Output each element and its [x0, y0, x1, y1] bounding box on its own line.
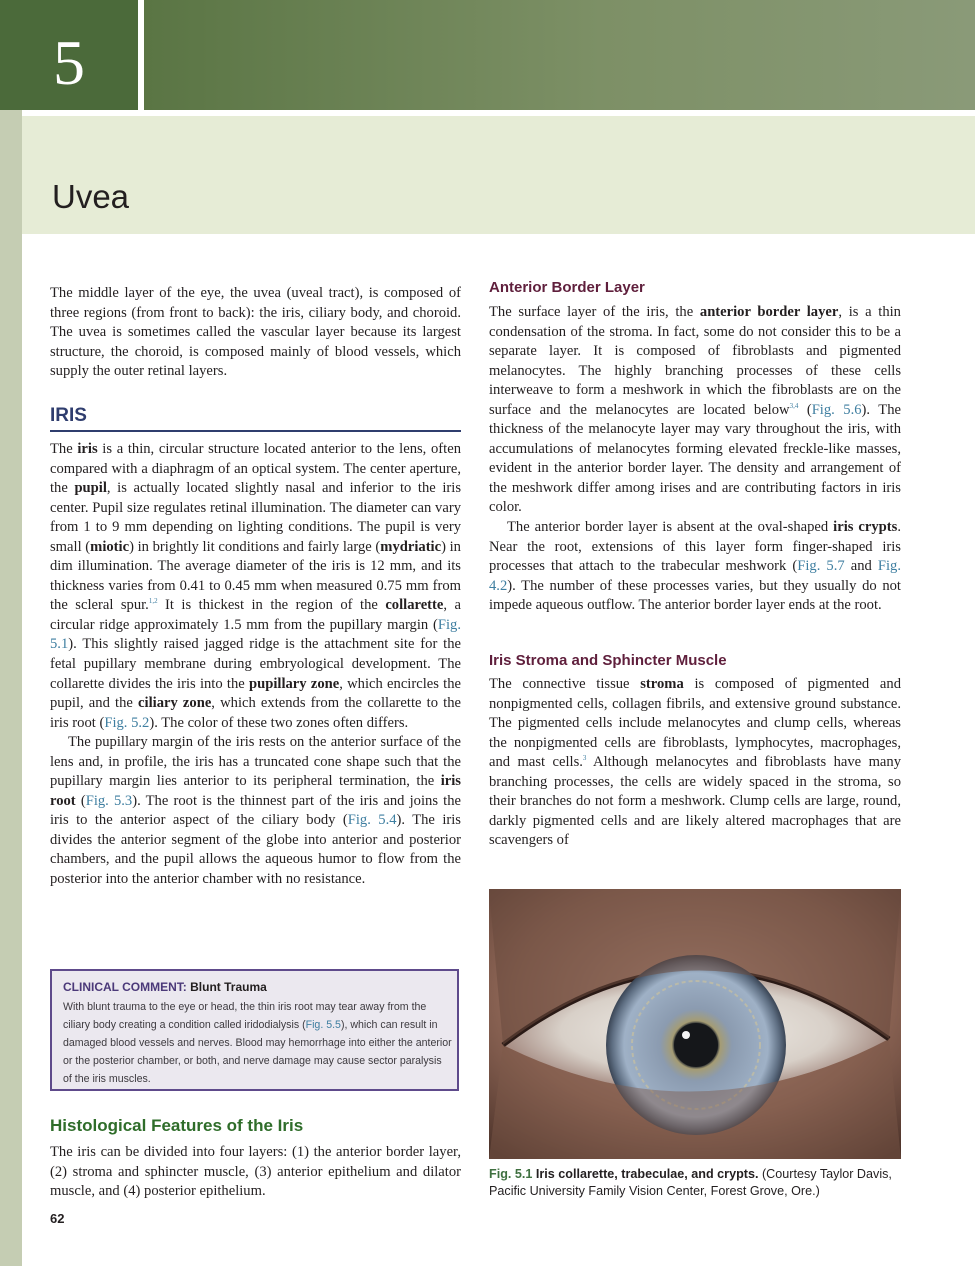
figure-credit: (Courtesy Taylor Davis, Pacific University Family Vision Center, Forest Grove, Ore.)	[489, 1167, 892, 1198]
iris-heading-rule	[50, 430, 461, 432]
anterior-border-paragraph-2: The anterior border layer is absent at the oval-shaped iris crypts. Near the root, extensions of this layer form finger-shaped iris processes that attach to the trabecular meshwork (Fig. 5.7 and Fig. 4.2). The number of these processes varies, but they usually do not impede aqueous outflow. The anterior border layer ends at the root.	[489, 519, 901, 614]
figure-ref-link[interactable]: Fig. 5.5	[305, 1019, 341, 1031]
figure-ref-link[interactable]: Fig. 5.1	[50, 616, 461, 653]
clinical-comment-heading: CLINICAL COMMENT: Blunt Trauma	[63, 980, 267, 994]
citation-superscript[interactable]: 1,2	[148, 597, 158, 606]
clinical-comment-box	[50, 969, 459, 1091]
figure-ref-link[interactable]: Fig. 5.7	[797, 558, 845, 575]
stroma-heading: Iris Stroma and Sphincter Muscle	[489, 652, 727, 669]
right-column	[489, 303, 901, 616]
stroma-text	[489, 675, 901, 851]
figure-ref-link[interactable]: Fig. 5.4	[347, 812, 397, 829]
figure-ref-link[interactable]: Fig. 4.2	[489, 558, 901, 594]
iris-text	[50, 440, 461, 890]
citation-superscript[interactable]: 3	[582, 754, 587, 763]
clinical-comment-text: With blunt trauma to the eye or head, the thin iris root may tear away from the ciliary body creating a condition called iridodialysis (Fig. 5.5), which can result in damaged blood vessels and nerves. Blood may hemorrhage into either the anterior or the posterior chamber, or both, and nerve damage may cause sector paralysis of the iris muscles.	[63, 1001, 452, 1085]
figure-caption	[489, 1166, 909, 1200]
figure-label: Fig. 5.1	[489, 1167, 533, 1181]
page-number: 62	[50, 1211, 65, 1226]
figure-title: Iris collarette, trabeculae, and crypts.	[535, 1167, 759, 1181]
stroma-paragraph: The connective tissue stroma is composed of pigmented and nonpigmented cells, collagen fibrils, and extensive ground substance. The pigmented cells include melanocytes and clump cells, whereas the nonpigmented cells are fibroblasts, lymphocytes, macrophages, and mast cells.$^3$ Although melanocytes and fibroblasts have many branching processes, the cells are widely spaced in the stroma, so their branches do not form a meshwork. Clump cells are large, round, darkly pigmented cells and are likely altered macrophages that are scavengers of	[489, 676, 902, 849]
iris-photo-svg	[489, 889, 901, 1159]
chapter-title-band	[22, 116, 975, 234]
left-column	[50, 284, 461, 382]
chapter-number-box	[0, 0, 138, 110]
iris-heading: IRIS	[50, 405, 87, 426]
iris-paragraph-2: The pupillary margin of the iris rests on the anterior surface of the lens and, in profile, the iris has a truncated cone shape such that the pupillary margin lies anterior to its peripheral termination, the iris root (Fig. 5.3). The root is the thinnest part of the iris and joins the iris to the anterior aspect of the ciliary body (Fig. 5.4). The iris divides the anterior segment of the globe into anterior and posterior chambers, and the pupil allows the aqueous humor to flow from the posterior into the anterior chamber with no resistance.	[50, 734, 461, 888]
figure-ref-link[interactable]: Fig. 5.2	[104, 714, 150, 731]
iris-photo	[489, 889, 901, 1159]
histological-heading: Histological Features of the Iris	[50, 1116, 304, 1135]
chapter-number: 5	[53, 27, 85, 98]
figure-ref-link[interactable]: Fig. 5.3	[85, 792, 133, 809]
pupil-shape	[674, 1023, 718, 1067]
anterior-border-paragraph-1: The surface layer of the iris, the anterior border layer, is a thin condensation of the stroma. In fact, some do not consider this to be a separate layer. It is composed of fibroblasts and pigmented melanocytes. The highly branching processes of these cells interweave to form a meshwork in which the fibroblasts are on the surface and the melanocytes are located below$^{3,4}$ (Fig. 5.6). The thickness of the melanocyte layer may vary throughout the iris, with accumulations of melanocytes forming elevated freckle-like masses, evident in the anterior border layer. The density and arrangement of the meshwork differ among irises and are contributing factors in iris color.	[489, 304, 901, 516]
chapter-title: Uvea	[52, 178, 130, 215]
iris-paragraph-1: The iris is a thin, circular structure located anterior to the lens, often compared with a diaphragm of an optical system. The center aperture, the pupil, is actually located slightly nasal and inferior to the iris center. Pupil size regulates retinal illumination. The diameter can vary from 1 to 9 mm depending on lighting conditions. The pupil is very small (miotic) in brightly lit conditions and fairly large (mydriatic) in dim illumination. The average diameter of the iris is 12 mm, and its thickness varies from 0.41 to 0.45 mm when measured 0.75 mm from the scleral spur.$^{1,2}$ It is thickest in the region of the collarette, a circular ridge approximately 1.5 mm from the pupillary margin (Fig. 5.1). This slightly raised jagged ridge is the attachment site for the fetal pupillary membrane during embryological development. The collarette divides the iris into the pupillary zone, which encircles the pupil, and the ciliary zone, which extends from the collarette to the iris root (Fig. 5.2). The color of these two zones often differs.	[50, 441, 461, 731]
left-margin-strip	[0, 0, 22, 1266]
citation-superscript[interactable]: 3,4	[789, 401, 799, 410]
histological-paragraph: The iris can be divided into four layers: (1) the anterior border layer, (2) stroma and sphincter muscle, (3) anterior epithelium and dilator muscle, and (4) posterior epithelium.	[50, 1144, 461, 1200]
anterior-border-heading: Anterior Border Layer	[489, 279, 645, 296]
intro-paragraph: The middle layer of the eye, the uvea (uveal tract), is composed of three regions (from front to back): the iris, ciliary body, and choroid. The uvea is sometimes called the vascular layer because its largest structure, the choroid, is composed mainly of blood vessels, which supply the outer retinal layers.	[50, 285, 461, 380]
header-band	[144, 0, 975, 110]
light-reflection	[682, 1031, 690, 1039]
figure-ref-link[interactable]: Fig. 5.6	[811, 401, 862, 418]
